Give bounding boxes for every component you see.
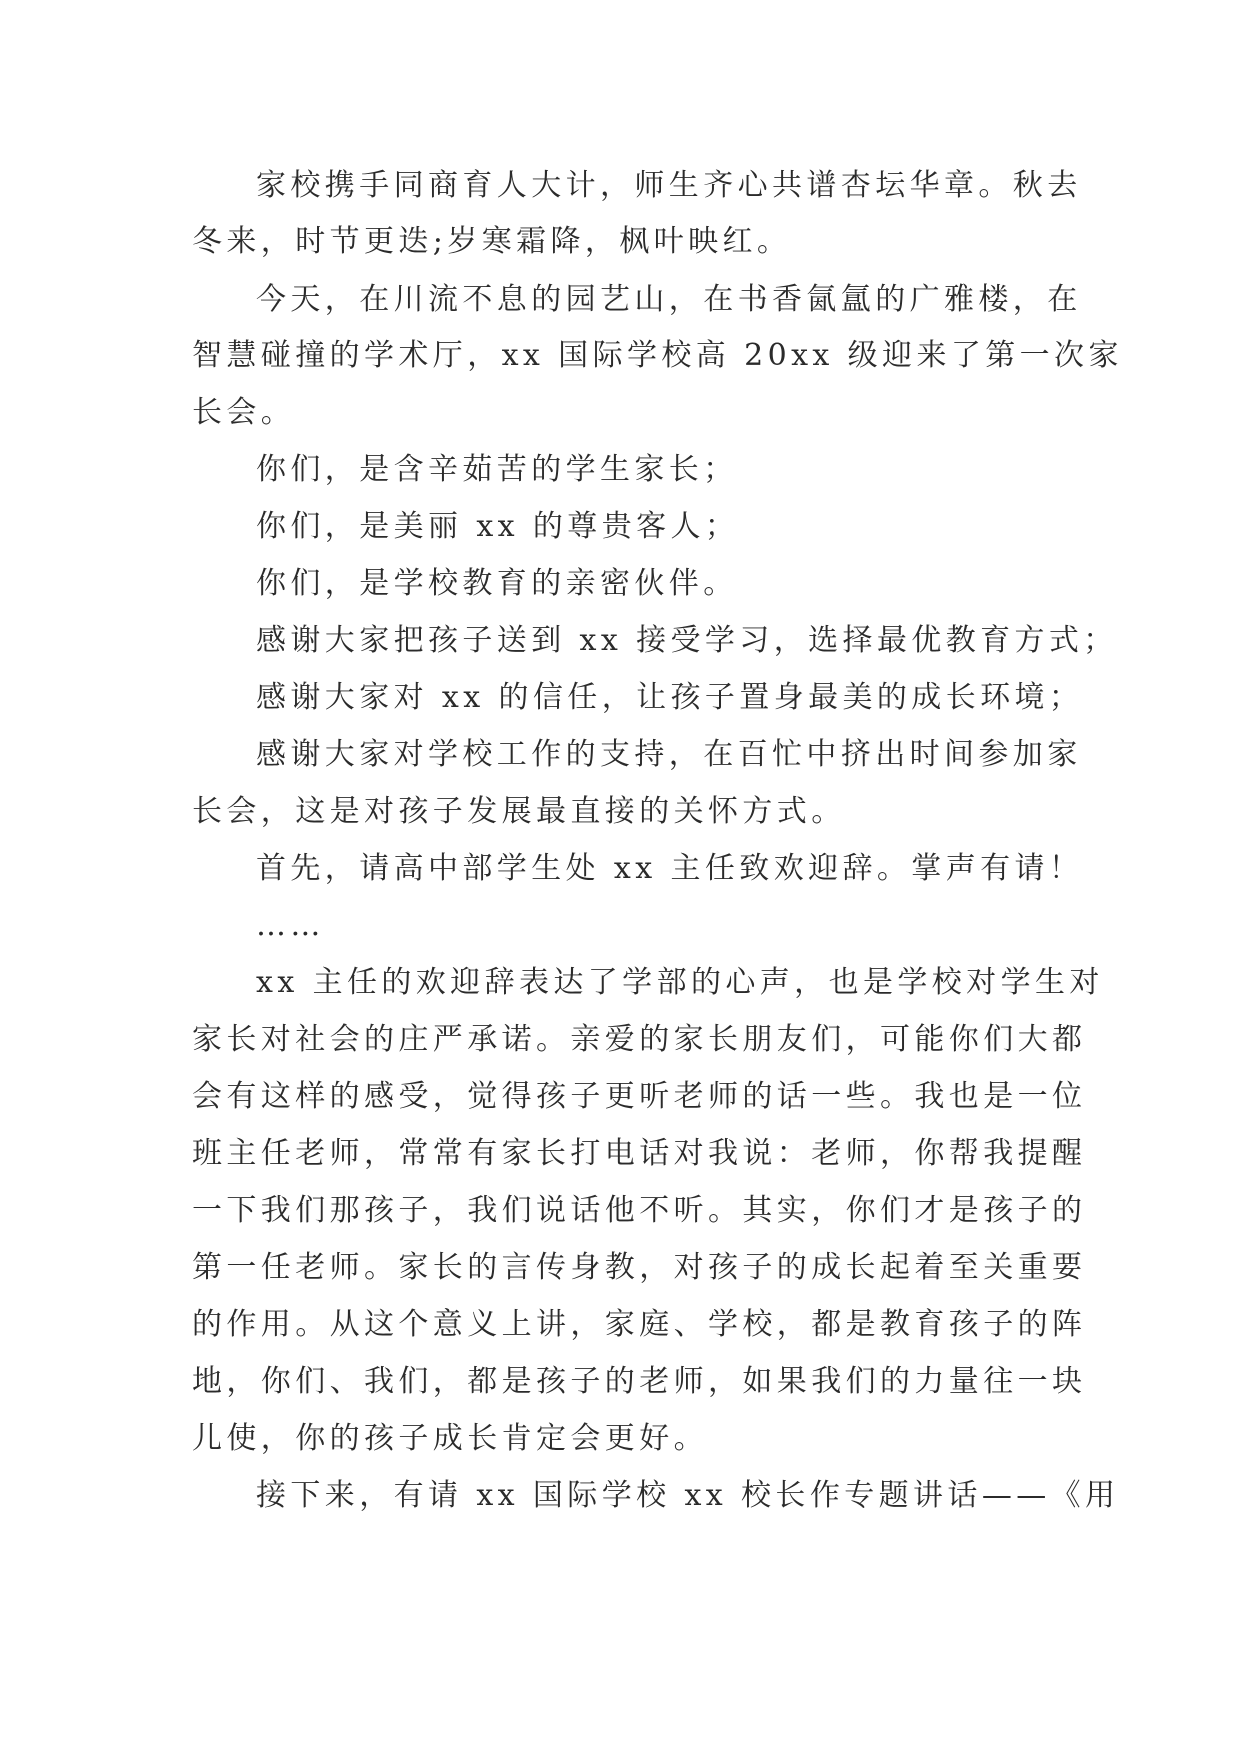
paragraph-line: 家校携手同商育人大计，师生齐心共谱杏坛华章。秋去 bbox=[256, 168, 1082, 203]
paragraph-line: 智慧碰撞的学术厅，xx 国际学校高 20xx 级迎来了第一次家 bbox=[192, 338, 1123, 373]
ellipsis-line: …… bbox=[256, 908, 325, 943]
paragraph-line: 感谢大家把孩子送到 xx 接受学习，选择最优教育方式； bbox=[256, 623, 1118, 658]
paragraph-line: 班主任老师，常常有家长打电话对我说：老师，你帮我提醒 bbox=[192, 1136, 1087, 1171]
paragraph-line: 儿使，你的孩子成长肯定会更好。 bbox=[192, 1421, 708, 1456]
paragraph-line: 会有这样的感受，觉得孩子更听老师的话一些。我也是一位 bbox=[192, 1079, 1087, 1114]
paragraph-line: 地，你们、我们，都是孩子的老师，如果我们的力量往一块 bbox=[192, 1364, 1087, 1399]
paragraph-line: 你们，是含辛茹苦的学生家长； bbox=[256, 452, 738, 487]
paragraph-line: 一下我们那孩子，我们说话他不听。其实，你们才是孩子的 bbox=[192, 1193, 1087, 1228]
paragraph-line: 的作用。从这个意义上讲，家庭、学校，都是教育孩子的阵 bbox=[192, 1307, 1087, 1342]
paragraph-line: 感谢大家对学校工作的支持，在百忙中挤出时间参加家 bbox=[256, 737, 1082, 772]
paragraph-line: 接下来，有请 xx 国际学校 xx 校长作专题讲话——《用 bbox=[256, 1478, 1120, 1513]
paragraph-line: 感谢大家对 xx 的信任，让孩子置身最美的成长环境； bbox=[256, 680, 1084, 715]
paragraph-line: 你们，是美丽 xx 的尊贵客人； bbox=[256, 509, 740, 544]
paragraph-line: 冬来，时节更迭;岁寒霜降，枫叶映红。 bbox=[192, 224, 792, 259]
paragraph-line: 长会，这是对孩子发展最直接的关怀方式。 bbox=[192, 794, 846, 829]
paragraph-line: 首先，请高中部学生处 xx 主任致欢迎辞。掌声有请！ bbox=[256, 851, 1084, 886]
paragraph-line: 长会。 bbox=[192, 395, 296, 430]
paragraph-line: 家长对社会的庄严承诺。亲爱的家长朋友们，可能你们大都 bbox=[192, 1022, 1087, 1057]
paragraph-line: 今天，在川流不息的园艺山，在书香氤氲的广雅楼，在 bbox=[256, 282, 1082, 317]
paragraph-line: 第一任老师。家长的言传身教，对孩子的成长起着至关重要 bbox=[192, 1250, 1087, 1285]
paragraph-line: xx 主任的欢迎辞表达了学部的心声，也是学校对学生对 bbox=[256, 965, 1104, 1000]
paragraph-line: 你们，是学校教育的亲密伙伴。 bbox=[256, 566, 738, 601]
